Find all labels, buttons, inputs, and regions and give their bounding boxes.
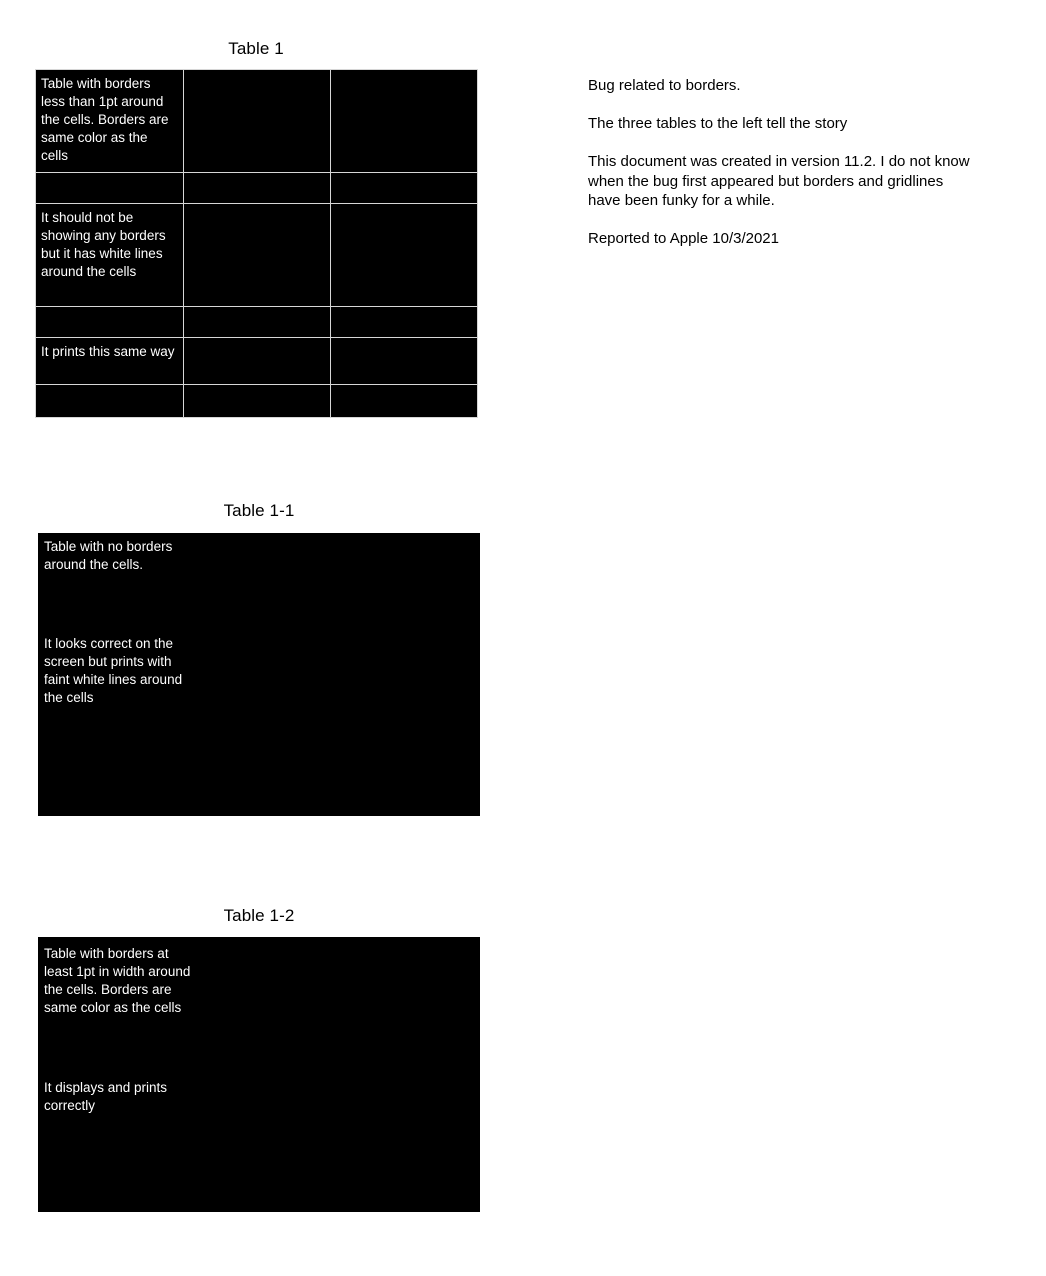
table-cell[interactable] [36, 385, 184, 418]
table-cell-text: Table with borders less than 1pt around the cells. Borders are same color as the cells [41, 76, 169, 164]
note-line-1: Bug related to borders. [588, 77, 741, 94]
table-cell[interactable] [331, 173, 478, 204]
table-row [36, 173, 478, 204]
note-line-4: Reported to Apple 10/3/2021 [588, 230, 779, 248]
table-cell[interactable] [36, 70, 184, 173]
table-1-1-caption: Table 1-1 [223, 501, 295, 520]
table-cell[interactable] [184, 204, 331, 307]
table-1-1-paragraph-1: Table with no borders around the cells. [44, 539, 173, 573]
table-cell-text: It should not be showing any borders but it has white lines around the cells [41, 210, 166, 280]
table-cell-text: It prints this same way [41, 344, 175, 359]
table-cell[interactable] [331, 385, 478, 418]
table-cell[interactable] [36, 338, 184, 385]
table-cell[interactable] [184, 173, 331, 204]
table-1-caption: Table 1 [228, 39, 284, 58]
table-1-2-paragraph-1: Table with borders at least 1pt in width around the cells. Borders are same color as the cells [44, 946, 191, 1016]
table-1-2-caption: Table 1-2 [223, 906, 295, 925]
table-cell[interactable] [331, 307, 478, 338]
table-1 [35, 69, 478, 418]
table-1-2[interactable] [38, 937, 480, 1212]
table-cell[interactable] [36, 173, 184, 204]
table-1-2-paragraph-2: It displays and prints correctly [44, 1080, 168, 1114]
table-cell[interactable] [331, 338, 478, 385]
table-row [36, 204, 478, 307]
table-cell[interactable] [184, 307, 331, 338]
table-cell[interactable] [331, 204, 478, 307]
table-1-1-paragraph-2: It looks correct on the screen but prints with faint white lines around the cells [44, 636, 183, 706]
note-line-2: The three tables to the left tell the story [588, 115, 848, 133]
table-row [36, 385, 478, 418]
note-line-3: This document was created in version 11.2. I do not know when the bug first appeared but borders and gridlines have been funky for a while. [588, 153, 970, 209]
table-cell[interactable] [184, 70, 331, 173]
table-row [36, 307, 478, 338]
table-row [36, 338, 478, 385]
notes-column [588, 76, 973, 248]
table-row [36, 70, 478, 173]
table-cell[interactable] [331, 70, 478, 173]
table-cell[interactable] [184, 385, 331, 418]
table-1-1[interactable] [38, 533, 480, 816]
table-cell[interactable] [184, 338, 331, 385]
table-1-container [35, 69, 476, 418]
table-cell[interactable] [36, 204, 184, 307]
table-cell[interactable] [36, 307, 184, 338]
